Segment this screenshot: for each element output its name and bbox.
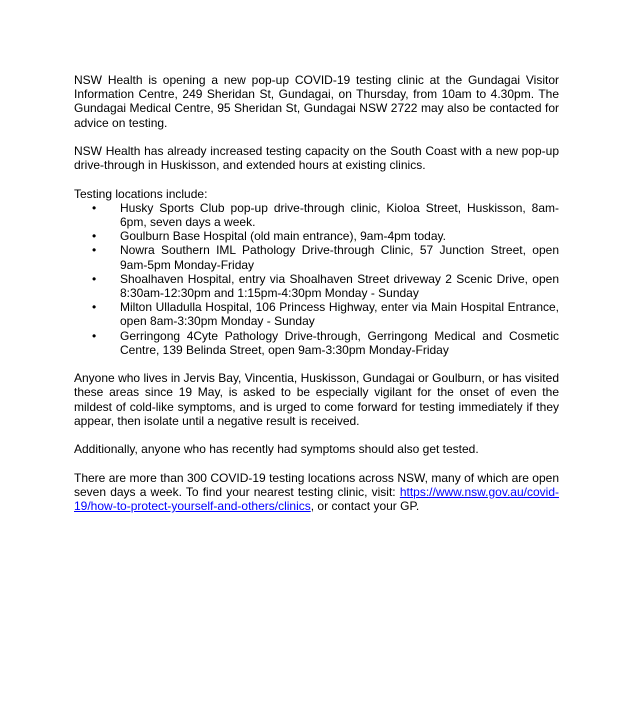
- clinics-link[interactable]: https://www.nsw.gov.au/covid-19/how-to-protect-yourself-and-others/clinics: [74, 484, 559, 514]
- find-clinic-text: There are more than 300 COVID-19 testing locations across NSW, many of which are open seven days a week. To find your nearest testing clinic, visit:: [74, 470, 559, 499]
- paragraph-symptoms-testing: Additionally, anyone who has recently had symptoms should also get tested.: [74, 442, 479, 457]
- testing-locations-list: [74, 201, 559, 357]
- testing-locations-intro: Testing locations include:: [74, 186, 208, 201]
- list-item: [74, 201, 559, 229]
- paragraph-vigilance-notice: Anyone who lives in Jervis Bay, Vincentia, Huskisson, Gundagai or Goulburn, or has visited these areas since 19 May, is asked to be especially vigilant for the onset of even the mildest of cold-like symptoms, and is urged to come forward for testing immediately if they appear, then isolate until a negative result is received.: [74, 371, 559, 428]
- bullet-icon: •: [92, 300, 97, 315]
- contact-gp-text: , or contact your GP.: [310, 499, 420, 514]
- bullet-icon: •: [92, 200, 97, 215]
- list-item: [74, 243, 559, 271]
- list-item-text: Gerringong 4Cyte Pathology Drive-through, Gerringong Medical and Cosmetic Centre, 139 Belinda Street, open 9am-3:30pm Monday-Friday: [120, 328, 559, 357]
- bullet-icon: •: [92, 243, 97, 258]
- list-item-text: Goulburn Base Hospital (old main entrance), 9am-4pm today.: [120, 229, 446, 244]
- bullet-icon: •: [92, 229, 97, 244]
- list-item-text: Shoalhaven Hospital, entry via Shoalhaven Street driveway 2 Scenic Drive, open 8:30am-12:30pm and 1:15pm-4:30pm Monday - Sunday: [120, 271, 559, 301]
- document-body: [74, 73, 559, 527]
- list-item: [74, 272, 559, 300]
- list-item: [74, 329, 559, 357]
- bullet-icon: •: [92, 271, 97, 286]
- list-item-text: Husky Sports Club pop-up drive-through clinic, Kioloa Street, Huskisson, 8am-6pm, seven days a week.: [120, 200, 559, 229]
- bullet-icon: •: [92, 328, 97, 343]
- paragraph-gundagai-clinic: NSW Health is opening a new pop-up COVID-19 testing clinic at the Gundagai Visitor Information Centre, 249 Sheridan St, Gundagai, on Thursday, from 10am to 4.30pm. The Gundagai Medical Centre, 95 Sheridan St, Gundagai NSW 2722 may also be contacted for advice on testing.: [74, 73, 559, 130]
- list-item-text: Milton Ulladulla Hospital, 106 Princess Highway, enter via Main Hospital Entrance, open 8am-3:30pm Monday - Sunday: [120, 300, 559, 329]
- list-item-text: Nowra Southern IML Pathology Drive-through Clinic, 57 Junction Street, open 9am-5pm Monday-Friday: [120, 243, 559, 272]
- paragraph-find-clinic: [74, 471, 559, 514]
- list-item: [74, 300, 559, 328]
- list-item: [74, 229, 559, 243]
- paragraph-south-coast-capacity: NSW Health has already increased testing capacity on the South Coast with a new pop-up drive-through in Huskisson, and extended hours at existing clinics.: [74, 144, 559, 173]
